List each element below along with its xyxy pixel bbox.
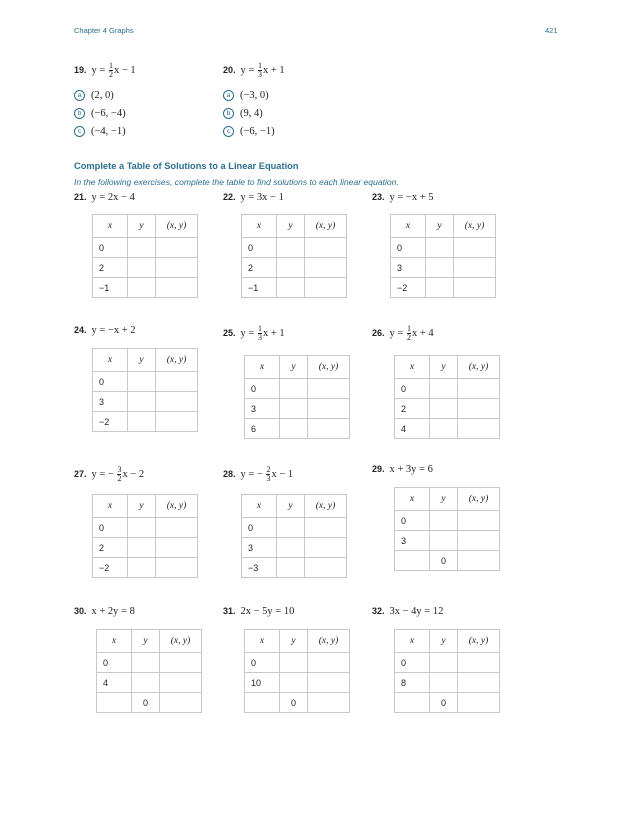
problem-29 — [372, 464, 433, 475]
table-header-row — [93, 349, 198, 372]
table-row — [97, 653, 202, 673]
solution-table-25 — [244, 355, 350, 439]
column-header: (x, y) — [160, 630, 202, 653]
column-header: (x, y) — [308, 630, 350, 653]
x-cell[interactable]: −1 — [242, 278, 277, 298]
column-header: x — [93, 349, 128, 372]
column-header: x — [242, 495, 277, 518]
table-row — [93, 372, 198, 392]
y-cell[interactable] — [277, 558, 305, 578]
table-row — [93, 392, 198, 412]
table-header-row — [242, 215, 347, 238]
x-cell[interactable]: 0 — [93, 372, 128, 392]
y-cell[interactable] — [430, 419, 458, 439]
column-header: (x, y) — [454, 215, 496, 238]
x-cell[interactable]: 3 — [391, 258, 426, 278]
equation-suffix: x − 1 — [271, 468, 294, 480]
x-cell[interactable]: 3 — [395, 531, 430, 551]
column-header: y — [430, 356, 458, 379]
x-cell[interactable]: 2 — [242, 258, 277, 278]
pair-cell[interactable] — [160, 653, 202, 673]
problem-number: 28. — [223, 468, 236, 479]
column-header: y — [430, 488, 458, 511]
column-header: y — [280, 356, 308, 379]
column-header: (x, y) — [308, 356, 350, 379]
column-header: x — [97, 630, 132, 653]
column-header: (x, y) — [156, 215, 198, 238]
equation-suffix: x − 2 — [122, 468, 145, 480]
choice-19c: c (−4, −1) — [74, 126, 126, 137]
problem-number: 24. — [74, 325, 87, 335]
x-cell[interactable]: 4 — [97, 673, 132, 693]
pair-cell[interactable] — [160, 693, 202, 713]
pair-cell[interactable] — [458, 511, 500, 531]
table-header-row — [245, 356, 350, 379]
pair-cell[interactable] — [458, 419, 500, 439]
problem-number: 21. — [74, 192, 87, 202]
y-cell[interactable] — [280, 399, 308, 419]
table-row — [245, 419, 350, 439]
column-header: y — [430, 630, 458, 653]
x-cell[interactable]: 3 — [93, 392, 128, 412]
pair-cell[interactable] — [458, 379, 500, 399]
pair-cell[interactable] — [156, 412, 198, 432]
pair-cell[interactable] — [156, 238, 198, 258]
x-cell[interactable]: 0 — [395, 653, 430, 673]
pair-cell[interactable] — [458, 531, 500, 551]
column-header: x — [395, 488, 430, 511]
column-header: (x, y) — [156, 495, 198, 518]
table-row — [242, 278, 347, 298]
y-cell[interactable] — [128, 412, 156, 432]
problem-31 — [223, 606, 294, 617]
pair-cell[interactable] — [305, 518, 347, 538]
choice-20c: c (−6, −1) — [223, 126, 275, 137]
y-cell[interactable]: 0 — [430, 693, 458, 713]
pair-cell[interactable] — [156, 372, 198, 392]
problem-number: 26. — [372, 327, 385, 338]
y-cell[interactable] — [430, 653, 458, 673]
pair-cell[interactable] — [160, 673, 202, 693]
solution-table-28 — [241, 494, 347, 578]
page-number: 421 — [545, 26, 558, 35]
table-header-row — [245, 630, 350, 653]
table-row — [245, 673, 350, 693]
table-header-row — [395, 356, 500, 379]
x-cell[interactable]: −2 — [93, 412, 128, 432]
solution-table-21 — [92, 214, 198, 298]
column-header: y — [280, 630, 308, 653]
y-cell[interactable] — [430, 531, 458, 551]
pair-cell[interactable] — [454, 258, 496, 278]
pair-cell[interactable] — [305, 278, 347, 298]
x-cell[interactable]: 4 — [395, 419, 430, 439]
table-row — [93, 278, 198, 298]
equation-prefix: y = — [240, 64, 255, 76]
y-cell[interactable] — [426, 238, 454, 258]
choice-label: a — [223, 90, 234, 101]
chapter-header: Chapter 4 Graphs — [74, 26, 134, 35]
y-cell[interactable] — [430, 399, 458, 419]
table-row — [242, 258, 347, 278]
column-header: x — [395, 630, 430, 653]
problem-number: 22. — [223, 192, 236, 202]
table-row — [395, 551, 500, 571]
y-cell[interactable] — [128, 392, 156, 412]
equation-suffix: x + 1 — [262, 64, 285, 76]
pair-cell[interactable] — [305, 558, 347, 578]
fraction: $\frac{1}{2}$ — [108, 61, 113, 79]
y-cell[interactable] — [128, 238, 156, 258]
column-header: (x, y) — [458, 488, 500, 511]
column-header: (x, y) — [458, 630, 500, 653]
table-header-row — [93, 495, 198, 518]
problem-27 — [74, 466, 144, 483]
table-row — [395, 399, 500, 419]
column-header: y — [128, 495, 156, 518]
choice-label: b — [74, 108, 85, 119]
fraction: $\frac{1}{3}$ — [257, 61, 262, 79]
equation-prefix: y = — [91, 64, 106, 76]
table-row — [391, 278, 496, 298]
x-cell[interactable]: 0 — [391, 238, 426, 258]
table-row — [93, 238, 198, 258]
equation-suffix: x − 1 — [113, 64, 136, 76]
x-cell[interactable]: −2 — [391, 278, 426, 298]
y-cell[interactable] — [128, 258, 156, 278]
x-cell[interactable]: 2 — [395, 399, 430, 419]
table-row — [395, 693, 500, 713]
fraction: $\frac{1}{3}$ — [257, 324, 262, 342]
table-row — [97, 673, 202, 693]
problem-32 — [372, 606, 443, 617]
pair-cell[interactable] — [458, 653, 500, 673]
column-header: (x, y) — [156, 349, 198, 372]
table-row — [242, 558, 347, 578]
column-header: (x, y) — [305, 495, 347, 518]
y-cell[interactable] — [277, 238, 305, 258]
section-subtitle: In the following exercises, complete the table to find solutions to each linear equation. — [74, 177, 399, 187]
pair-cell[interactable] — [156, 278, 198, 298]
pair-cell[interactable] — [308, 653, 350, 673]
problem-number: 31. — [223, 606, 236, 616]
solution-table-27 — [92, 494, 198, 578]
y-cell[interactable] — [280, 379, 308, 399]
table-row — [93, 538, 198, 558]
x-cell[interactable] — [97, 693, 132, 713]
y-cell[interactable] — [426, 278, 454, 298]
choice-label: a — [74, 90, 85, 101]
problem-28 — [223, 466, 293, 483]
pair-cell[interactable] — [308, 379, 350, 399]
table-row — [245, 653, 350, 673]
choice-19b: b (−6, −4) — [74, 108, 126, 119]
equation-suffix: x + 4 — [411, 327, 434, 339]
column-header: y — [277, 495, 305, 518]
x-cell[interactable]: −2 — [93, 558, 128, 578]
y-cell[interactable] — [280, 419, 308, 439]
choice-20b: b (9, 4) — [223, 108, 263, 119]
y-cell[interactable]: 0 — [280, 693, 308, 713]
table-row — [395, 511, 500, 531]
column-header: (x, y) — [458, 356, 500, 379]
pair-cell[interactable] — [458, 399, 500, 419]
pair-cell[interactable] — [308, 419, 350, 439]
x-cell[interactable]: 0 — [93, 238, 128, 258]
equation: 3x − 4y = 12 — [389, 606, 444, 617]
x-cell[interactable]: 3 — [245, 399, 280, 419]
y-cell[interactable] — [128, 278, 156, 298]
column-header: x — [93, 495, 128, 518]
solution-table-32 — [394, 629, 500, 713]
column-header: y — [132, 630, 160, 653]
x-cell[interactable]: 0 — [245, 379, 280, 399]
pair-cell[interactable] — [454, 278, 496, 298]
table-row — [391, 258, 496, 278]
x-cell[interactable]: −1 — [93, 278, 128, 298]
table-header-row — [395, 488, 500, 511]
solution-table-24 — [92, 348, 198, 432]
pair-cell[interactable] — [308, 673, 350, 693]
section-title: Complete a Table of Solutions to a Linear Equation — [74, 161, 299, 171]
choice-19a: a (2, 0) — [74, 90, 114, 101]
column-header: (x, y) — [305, 215, 347, 238]
x-cell[interactable]: 0 — [242, 238, 277, 258]
equation: y = 2x − 4 — [91, 192, 135, 203]
equation: x + 3y = 6 — [389, 464, 433, 475]
table-header-row — [391, 215, 496, 238]
problem-24 — [74, 325, 136, 336]
table-row — [245, 379, 350, 399]
solution-table-30 — [96, 629, 202, 713]
choice-label: b — [223, 108, 234, 119]
column-header: y — [426, 215, 454, 238]
table-header-row — [395, 630, 500, 653]
pair-cell[interactable] — [458, 551, 500, 571]
table-row — [97, 693, 202, 713]
column-header: y — [277, 215, 305, 238]
equation-prefix: y = − — [91, 468, 114, 480]
y-cell[interactable]: 0 — [430, 551, 458, 571]
table-row — [395, 531, 500, 551]
x-cell[interactable] — [395, 551, 430, 571]
pair-cell[interactable] — [458, 673, 500, 693]
equation-prefix: y = − — [240, 468, 263, 480]
problem-number: 32. — [372, 606, 385, 616]
equation: y = −x + 2 — [91, 325, 136, 336]
choice-label: c — [74, 126, 85, 137]
column-header: x — [245, 356, 280, 379]
pair-cell[interactable] — [308, 399, 350, 419]
pair-cell[interactable] — [305, 538, 347, 558]
y-cell[interactable] — [132, 653, 160, 673]
problem-number: 27. — [74, 468, 87, 479]
column-header: y — [128, 215, 156, 238]
problem-number: 30. — [74, 606, 87, 616]
table-row — [93, 558, 198, 578]
y-cell[interactable] — [277, 258, 305, 278]
table-header-row — [97, 630, 202, 653]
problem-number: 23. — [372, 192, 385, 202]
column-header: x — [391, 215, 426, 238]
table-row — [242, 238, 347, 258]
table-row — [242, 538, 347, 558]
solution-table-23 — [390, 214, 496, 298]
y-cell[interactable] — [430, 511, 458, 531]
y-cell[interactable] — [277, 278, 305, 298]
x-cell[interactable]: 0 — [395, 511, 430, 531]
equation: y = 3x − 1 — [240, 192, 284, 203]
x-cell[interactable]: 6 — [245, 419, 280, 439]
problem-26 — [372, 325, 434, 342]
column-header: x — [242, 215, 277, 238]
table-row — [93, 412, 198, 432]
pair-cell[interactable] — [156, 518, 198, 538]
pair-cell[interactable] — [454, 238, 496, 258]
pair-cell[interactable] — [305, 258, 347, 278]
table-row — [242, 518, 347, 538]
problem-number: 19. — [74, 64, 87, 75]
x-cell[interactable]: 3 — [242, 538, 277, 558]
x-cell[interactable]: 0 — [245, 653, 280, 673]
x-cell[interactable]: 0 — [97, 653, 132, 673]
y-cell[interactable] — [132, 673, 160, 693]
x-cell[interactable]: 10 — [245, 673, 280, 693]
y-cell[interactable] — [280, 653, 308, 673]
solution-table-26 — [394, 355, 500, 439]
x-cell[interactable] — [245, 693, 280, 713]
problem-23 — [372, 192, 434, 203]
x-cell[interactable]: −3 — [242, 558, 277, 578]
fraction: $\frac{1}{2}$ — [406, 324, 411, 342]
table-row — [391, 238, 496, 258]
column-header: y — [128, 349, 156, 372]
x-cell[interactable]: 2 — [93, 538, 128, 558]
y-cell[interactable] — [128, 518, 156, 538]
table-row — [395, 419, 500, 439]
column-header: x — [93, 215, 128, 238]
table-header-row — [93, 215, 198, 238]
problem-22 — [223, 192, 284, 203]
equation: x + 2y = 8 — [91, 606, 135, 617]
problem-number: 20. — [223, 64, 236, 75]
x-cell[interactable]: 8 — [395, 673, 430, 693]
y-cell[interactable] — [128, 558, 156, 578]
pair-cell[interactable] — [156, 558, 198, 578]
y-cell[interactable] — [128, 538, 156, 558]
x-cell[interactable]: 0 — [242, 518, 277, 538]
problem-21 — [74, 192, 135, 203]
choice-20a: a (−3, 0) — [223, 90, 269, 101]
y-cell[interactable] — [128, 372, 156, 392]
equation-prefix: y = — [240, 327, 255, 339]
problem-30 — [74, 606, 135, 617]
problem-number: 29. — [372, 464, 385, 474]
column-header: x — [245, 630, 280, 653]
table-row — [395, 673, 500, 693]
x-cell[interactable]: 0 — [93, 518, 128, 538]
solution-table-22 — [241, 214, 347, 298]
y-cell[interactable] — [430, 673, 458, 693]
solution-table-29 — [394, 487, 500, 571]
pair-cell[interactable] — [156, 258, 198, 278]
pair-cell[interactable] — [156, 538, 198, 558]
x-cell[interactable]: 2 — [93, 258, 128, 278]
table-row — [245, 693, 350, 713]
y-cell[interactable] — [277, 518, 305, 538]
problem-25 — [223, 325, 285, 342]
y-cell[interactable] — [430, 379, 458, 399]
equation: 2x − 5y = 10 — [240, 606, 295, 617]
y-cell[interactable]: 0 — [132, 693, 160, 713]
table-row — [395, 379, 500, 399]
table-row — [93, 518, 198, 538]
solution-table-31 — [244, 629, 350, 713]
table-row — [93, 258, 198, 278]
column-header: x — [395, 356, 430, 379]
x-cell[interactable]: 0 — [395, 379, 430, 399]
y-cell[interactable] — [426, 258, 454, 278]
choice-label: c — [223, 126, 234, 137]
problem-number: 25. — [223, 327, 236, 338]
y-cell[interactable] — [277, 538, 305, 558]
fraction: $\frac{2}{3}$ — [266, 465, 271, 483]
fraction: $\frac{3}{2}$ — [117, 465, 122, 483]
problem-19 — [74, 62, 136, 79]
table-header-row — [242, 495, 347, 518]
pair-cell[interactable] — [458, 693, 500, 713]
equation-prefix: y = — [389, 327, 404, 339]
y-cell[interactable] — [280, 673, 308, 693]
table-row — [245, 399, 350, 419]
problem-20 — [223, 62, 285, 79]
table-row — [395, 653, 500, 673]
pair-cell[interactable] — [305, 238, 347, 258]
x-cell[interactable] — [395, 693, 430, 713]
pair-cell[interactable] — [156, 392, 198, 412]
equation: y = −x + 5 — [389, 192, 434, 203]
equation-suffix: x + 1 — [262, 327, 285, 339]
pair-cell[interactable] — [308, 693, 350, 713]
